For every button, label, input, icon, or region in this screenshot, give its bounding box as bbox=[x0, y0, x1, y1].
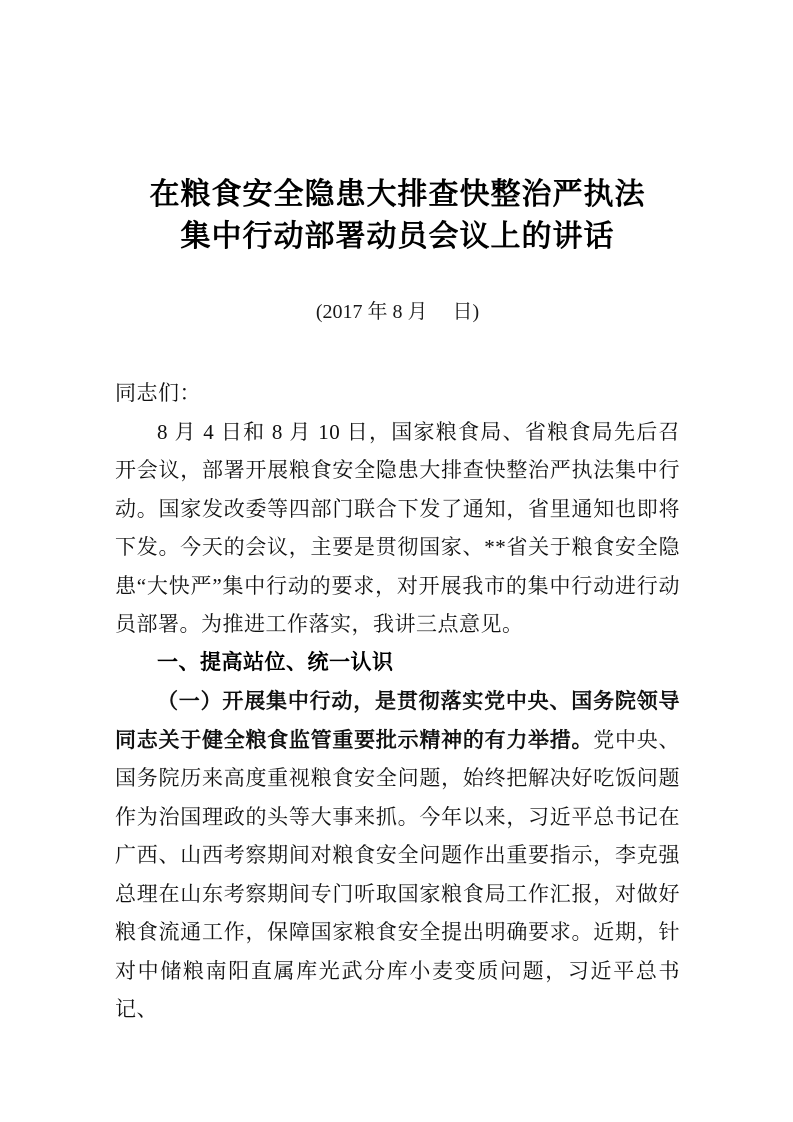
title-line-2: 集中行动部署动员会议上的讲话 bbox=[180, 220, 615, 253]
document-title bbox=[115, 174, 680, 258]
paragraph-2-rest: 党中央、国务院历来高度重视粮食安全问题，始终把解决好吃饭问题作为治国理政的头等大事来抓。今年以来，习近平总书记在广西、山西考察期间对粮食安全问题作出重要指示，李克强总理在山东考察期间专门听取国家粮食局工作汇报，对做好粮食流通工作，保障国家粮食安全提出明确要求。近期，针对中储粮南阳直属库光武分库小麦变质问题，习近平总书记、 bbox=[115, 727, 681, 1021]
title-line-1: 在粮食安全隐患大排查快整治严执法 bbox=[149, 178, 646, 211]
salutation: 同志们： bbox=[115, 381, 201, 405]
document-body bbox=[115, 374, 680, 1029]
document-date: (2017 年 8 月 日) bbox=[315, 301, 480, 323]
paragraph-2 bbox=[115, 682, 680, 1029]
paragraph-1: 8 月 4 日和 8 月 10 日，国家粮食局、省粮食局先后召开会议，部署开展粮食安全隐患大排查快整治严执法集中行动。国家发改委等四部门联合下发了通知，省里通知也即将下发。今天的会议，主要是贯彻国家、**省关于粮食安全隐患“大快严”集中行动的要求，对开展我市的集中行动进行动员部署。为推进工作落实，我讲三点意见。 bbox=[115, 419, 680, 636]
section-heading-1: 一、提高站位、统一认识 bbox=[157, 650, 394, 674]
paragraph-2-bold-lead: （一）开展集中行动，是贯彻落实党中央、国务院领导同志关于健全粮食监管重要批示精神的有力举措。 bbox=[115, 689, 680, 752]
